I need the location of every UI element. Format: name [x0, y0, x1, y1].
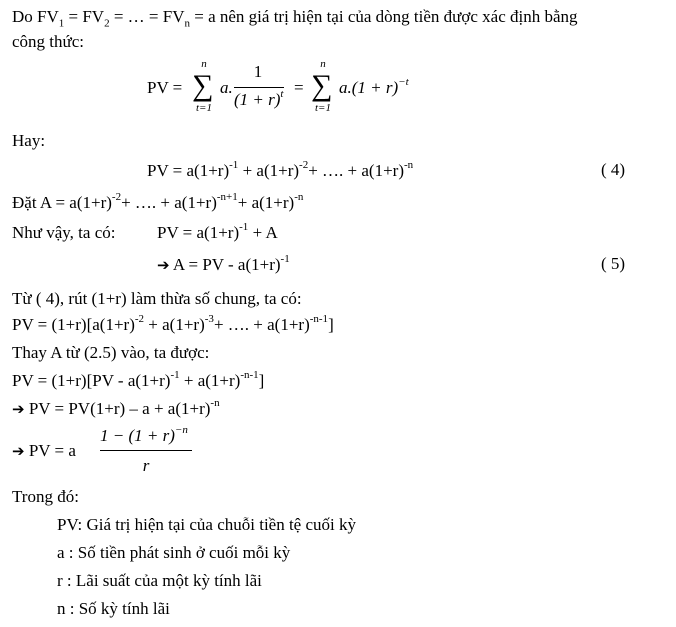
- definition-r: r : Lãi suất của một kỳ tính lãi: [57, 571, 262, 590]
- intro-line-1: Do $FV_1 = FV_2$ = … = $FV_n = a$ nên giá trị hiện tại của dòng tiền được xác định bằng: [12, 7, 578, 30]
- formula1-rhs: $a.(1 + r)^{-t}$: [339, 76, 409, 97]
- pv-final-numerator: $1 - (1 + r)^{-n}$: [100, 424, 188, 445]
- sum2-bottom: t=1: [315, 102, 331, 114]
- sum1-bottom: t=1: [196, 102, 212, 114]
- thay-line: Thay A từ (2.5) vào, ta được:: [12, 343, 210, 362]
- equation-5: ➔ A = PV - $a(1+r)^{-1}$: [157, 253, 290, 274]
- hay-label: Hay:: [12, 131, 46, 150]
- pv-equation: ➔ PV = $PV(1+r) - a + a(1+r)^{-n}$: [12, 397, 220, 418]
- nhu-vay-eq: PV = $a(1+r)^{-1} + A$: [157, 221, 278, 242]
- formula1-eq: =: [294, 78, 304, 97]
- trong-do-label: Trong đó:: [12, 487, 79, 506]
- pv-factor: PV = $(1+r)[a(1+r)^{-2} + a(1+r)^{-3}+$ …. + $a(1+r)^{-n-1}$]: [12, 313, 334, 334]
- nhu-vay-label: Như vậy, ta có:: [12, 223, 116, 242]
- arrow-right-icon: ➔: [12, 442, 25, 460]
- define-a: Đặt $A = a(1+r)^{-2}+$ …. + $a(1+r)^{-n+1}+ a(1+r)^{-n}$: [12, 191, 304, 212]
- sigma-icon: ∑: [311, 69, 333, 102]
- arrow-right-icon: ➔: [12, 400, 25, 418]
- fraction-bar: [100, 450, 192, 451]
- intro-line-2: công thức:: [12, 32, 85, 51]
- formula1-lhs: PV =: [147, 78, 183, 97]
- pv-final-lhs: ➔ PV = a: [12, 441, 76, 460]
- definition-pv: PV: Giá trị hiện tại của chuỗi tiền tệ cuối kỳ: [57, 515, 356, 534]
- pv-substitute: PV = $(1+r)[PV - a(1+r)^{-1} + a(1+r)^{-n-1}]$: [12, 369, 265, 390]
- definition-a: a : Số tiền phát sinh ở cuối mỗi kỳ: [57, 543, 291, 562]
- arrow-right-icon: ➔: [157, 256, 170, 274]
- equation-4: PV = $a(1+r)^{-1} + a(1+r)^{-2}+$ …. + $a(1+r)^{-n}$: [147, 159, 414, 180]
- pv-final-denominator: r: [142, 456, 150, 475]
- formula1-a-dot: a.: [220, 78, 233, 97]
- sum1-top: n: [201, 58, 207, 70]
- equation-4-number: ( 4): [601, 160, 626, 179]
- equation-5-number: ( 5): [601, 254, 626, 273]
- tu-line: Từ ( 4), rút (1+r) làm thừa số chung, ta có:: [12, 289, 302, 308]
- formula1-frac-num: 1: [253, 62, 263, 81]
- sum2-top: n: [320, 58, 326, 70]
- fraction-bar: [234, 87, 284, 88]
- sigma-icon: ∑: [192, 69, 214, 102]
- definition-n: n : Số kỳ tính lãi: [57, 599, 170, 618]
- formula1-frac-den: $(1 + r)^t$: [234, 88, 284, 109]
